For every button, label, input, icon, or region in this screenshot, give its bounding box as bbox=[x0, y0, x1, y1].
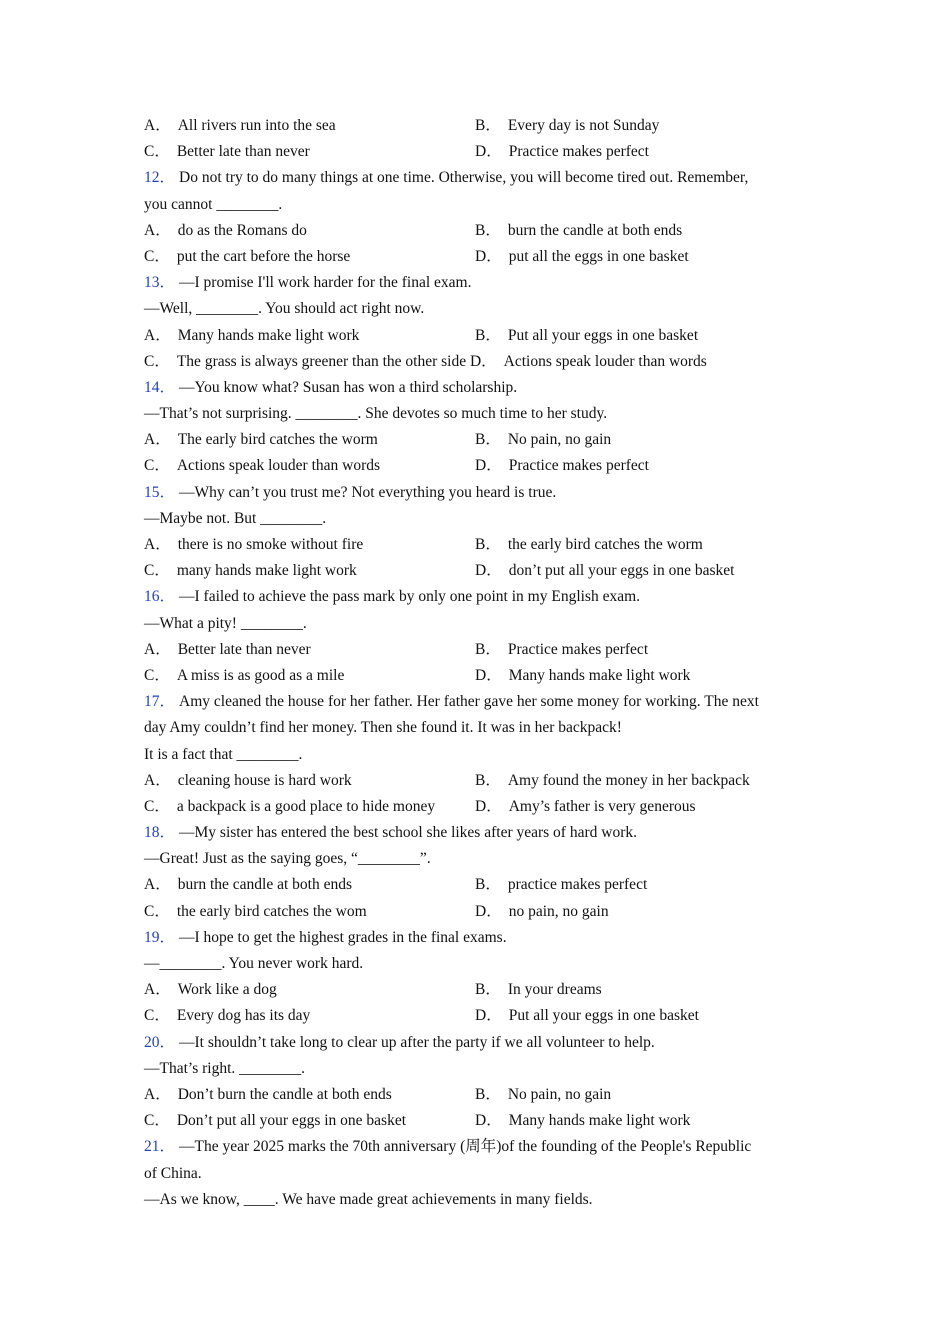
question-number: 21． bbox=[144, 1138, 176, 1156]
option-d: D． Many hands make light work bbox=[475, 666, 691, 684]
question-14 bbox=[144, 375, 814, 480]
question-number: 15． bbox=[144, 483, 176, 501]
option-a: A． do as the Romans do bbox=[144, 221, 307, 239]
option-d: D． Actions speak louder than words bbox=[469, 352, 707, 370]
question-stem: 15． —Why can’t you trust me? Not everything you heard is true. bbox=[144, 483, 557, 501]
option-a: A． Better late than never bbox=[144, 640, 311, 658]
option-a: A． there is no smoke without fire bbox=[144, 536, 364, 553]
option-b: B． the early bird catches the worm bbox=[475, 536, 703, 553]
question-16 bbox=[144, 584, 814, 689]
question-number: 19． bbox=[144, 928, 176, 946]
option-d: D． no pain, no gain bbox=[475, 902, 609, 920]
option-row bbox=[144, 1082, 814, 1108]
option-d: D． don’t put all your eggs in one basket bbox=[475, 562, 735, 580]
option-c: C． Actions speak louder than words bbox=[144, 457, 381, 475]
option-d: D． Amy’s father is very generous bbox=[475, 797, 696, 815]
question-13 bbox=[144, 270, 814, 375]
option-c: C． many hands make light work bbox=[144, 562, 357, 580]
option-c: C． Don’t put all your eggs in one basket bbox=[144, 1112, 407, 1130]
option-row bbox=[144, 244, 814, 270]
option-row bbox=[144, 794, 814, 820]
option-row bbox=[144, 1108, 814, 1134]
question-number: 18． bbox=[144, 824, 176, 842]
question-stem: 13． —I promise I'll work harder for the final exam. bbox=[144, 274, 472, 292]
question-stem-cont: of China. bbox=[144, 1164, 202, 1182]
question-stem-cont: —________. You never work hard. bbox=[144, 955, 364, 972]
option-b: B． Amy found the money in her backpack bbox=[475, 771, 750, 789]
option-row bbox=[144, 872, 814, 898]
option-row bbox=[144, 218, 814, 244]
option-row bbox=[144, 768, 814, 794]
option-b: B． No pain, no gain bbox=[475, 431, 612, 449]
question-stem: 18． —My sister has entered the best school she likes after years of hard work. bbox=[144, 824, 637, 842]
option-row bbox=[144, 453, 814, 479]
option-a: A． Work like a dog bbox=[144, 981, 277, 999]
option-row bbox=[144, 558, 814, 584]
option-row bbox=[144, 139, 814, 165]
question-stem-cont: It is a fact that ________. bbox=[144, 745, 303, 763]
question-number: 14． bbox=[144, 378, 176, 396]
question-number: 20． bbox=[144, 1033, 176, 1051]
option-c: C． Every dog has its day bbox=[144, 1007, 311, 1025]
option-c: C． Better late than never bbox=[144, 143, 310, 161]
question-stem: 16． —I failed to achieve the pass mark by only one point in my English exam. bbox=[144, 588, 641, 606]
question-stem: 14． —You know what? Susan has won a third scholarship. bbox=[144, 378, 518, 396]
option-row bbox=[144, 323, 814, 349]
question-stem: 21． —The year 2025 marks the 70th anniversary (周年)of the founding of the People's Republic bbox=[144, 1138, 752, 1156]
option-c: C． A miss is as good as a mile bbox=[144, 666, 345, 684]
question-20 bbox=[144, 1030, 814, 1135]
option-a: A． cleaning house is hard work bbox=[144, 771, 352, 789]
option-b: B． No pain, no gain bbox=[475, 1085, 612, 1103]
question-number: 17． bbox=[144, 693, 176, 711]
option-row bbox=[144, 977, 814, 1003]
question-stem-cont: you cannot ________. bbox=[144, 195, 283, 213]
option-c: C． put the cart before the horse bbox=[144, 247, 351, 265]
option-c: C． the early bird catches the wom bbox=[144, 902, 367, 920]
option-row bbox=[144, 427, 814, 453]
question-stem-cont: —Well, ________. You should act right now. bbox=[144, 300, 425, 318]
option-row bbox=[144, 113, 814, 139]
option-c: C． The grass is always greener than the other side bbox=[144, 352, 467, 370]
option-d: D． put all the eggs in one basket bbox=[475, 247, 689, 265]
option-row bbox=[144, 349, 814, 375]
question-stem: 20． —It shouldn’t take long to clear up after the party if we all volunteer to help. bbox=[144, 1033, 655, 1051]
option-row bbox=[144, 1003, 814, 1029]
option-d: D． Practice makes perfect bbox=[475, 143, 649, 161]
question-stem-cont: —Great! Just as the saying goes, “________”. bbox=[144, 850, 431, 868]
question-15 bbox=[144, 480, 814, 585]
option-b: B． Every day is not Sunday bbox=[475, 117, 660, 134]
question-12 bbox=[144, 165, 814, 270]
option-b: B． burn the candle at both ends bbox=[475, 221, 683, 239]
question-stem-cont: —As we know, ____. We have made great achievements in many fields. bbox=[144, 1190, 593, 1208]
question-stem-cont: —Maybe not. But ________. bbox=[144, 509, 327, 527]
option-row bbox=[144, 637, 814, 663]
question-21 bbox=[144, 1134, 814, 1213]
option-a: A． The early bird catches the worm bbox=[144, 431, 378, 449]
question-stem-cont: —That’s right. ________. bbox=[144, 1059, 306, 1077]
question-number: 13． bbox=[144, 274, 176, 292]
option-d: D． Put all your eggs in one basket bbox=[475, 1007, 699, 1025]
option-a: A． Many hands make light work bbox=[144, 326, 360, 344]
option-c: C． a backpack is a good place to hide money bbox=[144, 797, 436, 815]
option-a: A． All rivers run into the sea bbox=[144, 117, 336, 134]
question-17 bbox=[144, 689, 814, 820]
question-stem-cont: —What a pity! ________. bbox=[144, 614, 307, 632]
question-stem: 17． Amy cleaned the house for her father. Her father gave her some money for working. The next bbox=[144, 693, 759, 711]
question-stem: 19． —I hope to get the highest grades in the final exams. bbox=[144, 928, 507, 946]
option-b: B． practice makes perfect bbox=[475, 876, 648, 894]
question-number: 16． bbox=[144, 588, 176, 606]
option-row bbox=[144, 532, 814, 558]
exam-page bbox=[144, 113, 814, 1213]
option-b: B． Put all your eggs in one basket bbox=[475, 326, 699, 344]
option-a: A． burn the candle at both ends bbox=[144, 876, 353, 894]
option-b: B． Practice makes perfect bbox=[475, 640, 649, 658]
question-stem-cont: day Amy couldn’t find her money. Then she found it. It was in her backpack! bbox=[144, 719, 622, 737]
question-18 bbox=[144, 820, 814, 925]
question-stem: 12． Do not try to do many things at one time. Otherwise, you will become tired out. Remember, bbox=[144, 169, 749, 187]
question-stem-cont: —That’s not surprising. ________. She devotes so much time to her study. bbox=[144, 405, 608, 423]
option-d: D． Practice makes perfect bbox=[475, 457, 649, 475]
option-b: B． In your dreams bbox=[475, 981, 602, 999]
question-number: 12． bbox=[144, 169, 176, 187]
option-a: A． Don’t burn the candle at both ends bbox=[144, 1085, 392, 1103]
question-19 bbox=[144, 925, 814, 1030]
option-row bbox=[144, 663, 814, 689]
option-d: D． Many hands make light work bbox=[475, 1112, 691, 1130]
option-row bbox=[144, 899, 814, 925]
